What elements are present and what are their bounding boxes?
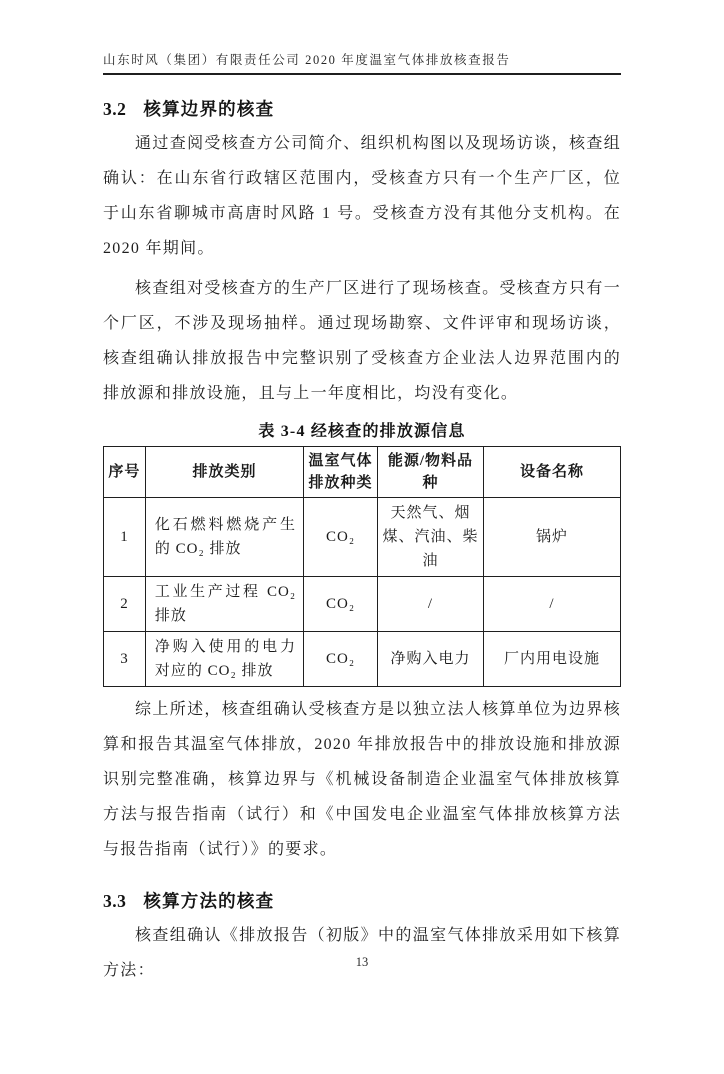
column-header-gas: 温室气体排放种类 (304, 447, 378, 498)
table-row (104, 632, 621, 687)
column-header-category: 排放类别 (145, 447, 303, 498)
section-number: 3.3 (103, 891, 127, 911)
section-title: 核算方法的核查 (143, 891, 275, 911)
cell-fuel: 净购入电力 (377, 632, 483, 687)
cell-no: 2 (104, 577, 146, 632)
section-heading-3-3 (103, 888, 621, 913)
column-header-fuel: 能源/物料品种 (377, 447, 483, 498)
cell-equipment: / (483, 577, 620, 632)
cell-fuel: / (377, 577, 483, 632)
section-number: 3.2 (103, 99, 127, 119)
table-row (104, 498, 621, 577)
document-page (0, 50, 724, 1074)
cell-equipment: 锅炉 (483, 498, 620, 577)
page-number: 13 (355, 955, 369, 969)
column-header-no: 序号 (104, 447, 146, 498)
section-title: 核算边界的核查 (143, 99, 275, 119)
emission-sources-table (103, 446, 621, 687)
table-caption: 表 3-4 经核查的排放源信息 (258, 423, 466, 440)
table-row (104, 577, 621, 632)
running-header-title: 山东时风（集团）有限责任公司 2020 年度温室气体排放核查报告 (103, 53, 511, 67)
cell-category: 工业生产过程 CO₂ 排放 (145, 577, 303, 632)
paragraph-boundary-confirmation: 通过查阅受核查方公司简介、组织机构图以及现场访谈，核查组确认：在山东省行政辖区范围内，受核查方只有一个生产厂区，位于山东省聊城市高唐时风路 1 号。受核查方没有其他分支机构。在 2020 年期间。 (103, 135, 621, 257)
cell-category: 净购入使用的电力对应的 CO₂ 排放 (145, 632, 303, 687)
cell-gas: CO₂ (304, 577, 378, 632)
cell-gas: CO₂ (304, 498, 378, 577)
cell-equipment: 厂内用电设施 (483, 632, 620, 687)
paragraph-method-intro: 核查组确认《排放报告（初版》中的温室气体排放采用如下核算方法： (103, 927, 621, 979)
page-header (103, 50, 621, 75)
cell-no: 3 (104, 632, 146, 687)
section-heading-3-2 (103, 96, 621, 121)
cell-fuel: 天然气、烟煤、汽油、柴油 (377, 498, 483, 577)
cell-no: 1 (104, 498, 146, 577)
paragraph-boundary-conclusion: 综上所述，核查组确认受核查方是以独立法人核算单位为边界核算和报告其温室气体排放，2020 年排放报告中的排放设施和排放源识别完整准确，核算边界与《机械设备制造企业温室气体排放核算方法与报告指南（试行）和《中国发电企业温室气体排放核算方法与报告指南（试行）》的要求。 (103, 701, 621, 858)
cell-gas: CO₂ (304, 632, 378, 687)
page-content (103, 96, 621, 988)
cell-category: 化石燃料燃烧产生的 CO₂ 排放 (145, 498, 303, 577)
paragraph-site-verification: 核查组对受核查方的生产厂区进行了现场核查。受核查方只有一个厂区，不涉及现场抽样。通过现场勘察、文件评审和现场访谈，核查组确认排放报告中完整识别了受核查方企业法人边界范围内的排放源和排放设施，且与上一年度相比，均没有变化。 (103, 280, 621, 402)
column-header-equipment: 设备名称 (483, 447, 620, 498)
table-header-row (104, 447, 621, 498)
